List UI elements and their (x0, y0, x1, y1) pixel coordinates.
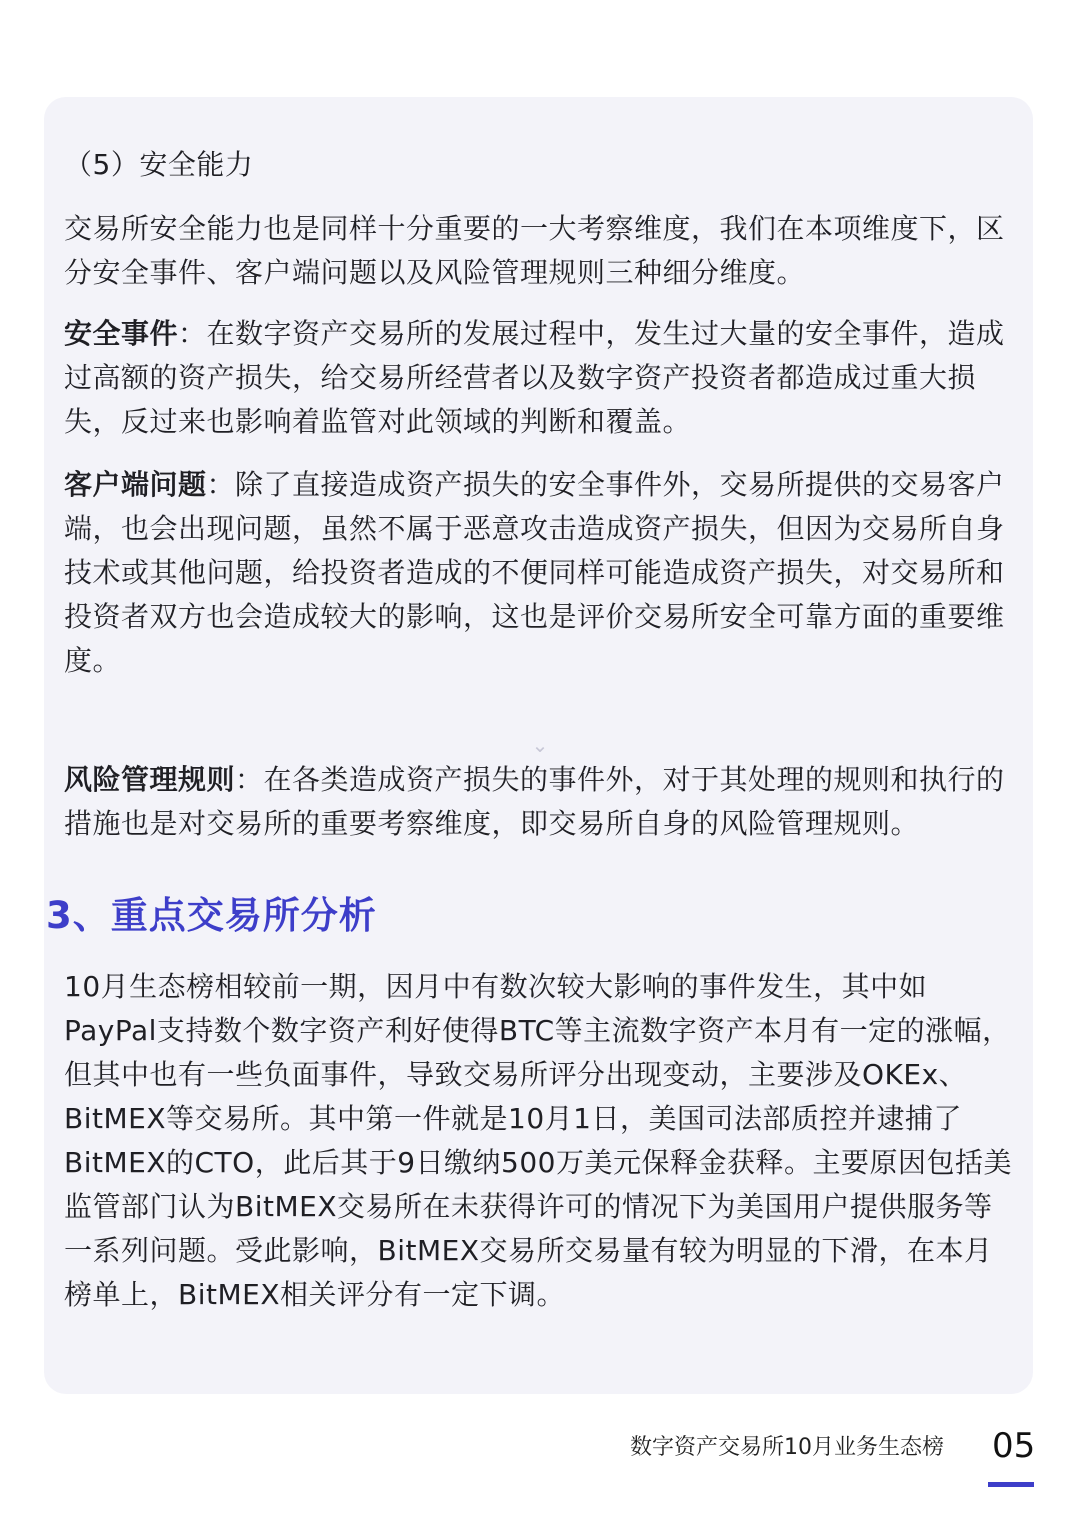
page-number: 05 (992, 1426, 1036, 1466)
paragraph-lead: 风险管理规则 (64, 763, 236, 796)
separator: ： (178, 317, 207, 350)
chevron-down-icon: ⌄ (531, 733, 549, 757)
paragraph-lead: 安全事件 (64, 317, 179, 350)
risk-rules-paragraph (64, 758, 1014, 846)
intro-paragraph: 交易所安全能力也是同样十分重要的一大考察维度，我们在本项维度下，区分安全事件、客户端问题以及风险管理规则三种细分维度。 (64, 212, 1005, 289)
paragraph-body: 在各类造成资产损失的事件外，对于其处理的规则和执行的措施也是对交易所的重要考察维度，即交易所自身的风险管理规则。 (64, 763, 1005, 840)
page-number-underline (988, 1482, 1034, 1487)
separator: ： (235, 763, 264, 796)
paragraph-body: 在数字资产交易所的发展过程中，发生过大量的安全事件，造成过高额的资产损失，给交易所经营者以及数字资产投资者都造成过重大损失，反过来也影响着监管对此领域的判断和覆盖。 (64, 317, 1005, 438)
security-events-paragraph (64, 312, 1014, 444)
section-heading: 3、重点交易所分析 (46, 894, 377, 937)
analysis-paragraph: 10月生态榜相较前一期，因月中有数次较大影响的事件发生，其中如PayPal支持数个数字资产利好使得BTC等主流数字资产本月有一定的涨幅，但其中也有一些负面事件，导致交易所评分出现变动，主要涉及OKEx、BitMEX等交易所。其中第一件就是10月1日，美国司法部质控并逮捕了BitMEX的CTO，此后其于9日缴纳500万美元保释金获释。主要原因包括美监管部门认为BitMEX交易所在未获得许可的情况下为美国用户提供服务等一系列问题。受此影响，BitMEX交易所交易量有较为明显的下滑，在本月榜单上，BitMEX相关评分有一定下调。 (64, 970, 1012, 1311)
client-issues-paragraph (64, 463, 1014, 683)
section-subheading: （5）安全能力 (64, 148, 254, 181)
footer-title: 数字资产交易所10月业务生态榜 (630, 1435, 944, 1460)
paragraph-body: 除了直接造成资产损失的安全事件外，交易所提供的交易客户端，也会出现问题，虽然不属于恶意攻击造成资产损失，但因为交易所自身技术或其他问题，给投资者造成的不便同样可能造成资产损失，对交易所和投资者双方也会造成较大的影响，这也是评价交易所安全可靠方面的重要维度。 (64, 468, 1005, 677)
separator: ： (206, 468, 236, 501)
paragraph-lead: 客户端问题 (64, 468, 207, 501)
